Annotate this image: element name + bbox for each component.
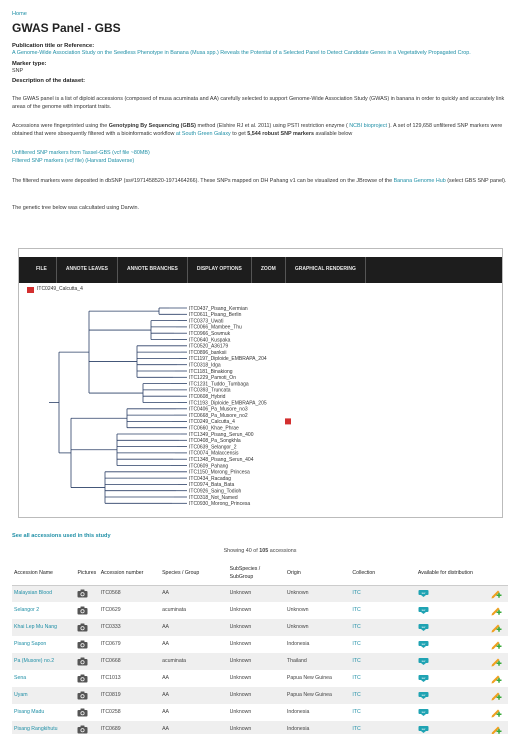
tree-leaf-label[interactable]: ITC0437_Pisang_Kermian — [189, 305, 248, 312]
collection-link[interactable]: ITC — [350, 619, 415, 636]
add-to-cart-icon[interactable] — [490, 693, 502, 699]
showing-suffix: accessions — [268, 548, 297, 554]
subspecies-group: Unknown — [228, 653, 285, 670]
camera-icon[interactable] — [77, 625, 88, 631]
tree-leaf-label[interactable]: ITC0249_Calcutta_4 — [189, 419, 235, 426]
page-title: GWAS Panel - GBS — [12, 21, 121, 35]
phylogenetic-tree[interactable] — [19, 249, 503, 518]
table-row — [12, 619, 508, 636]
collection-link[interactable]: ITC — [352, 606, 361, 613]
actions-cell[interactable] — [488, 721, 509, 734]
tree-menu-annote-branches[interactable]: ANNOTE BRANCHES — [118, 257, 188, 283]
banana-genome-hub-link[interactable]: Banana Genome Hub — [393, 178, 446, 184]
description-paragraph-1: The GWAS panel is a list of diploid accessions (composed of musa acuminata and AA) carefully selected to support Genome-Wide Association Study (GWAS) in banana in order to quickly and accurately link areas of the genome with important traits. — [12, 96, 505, 110]
distribution-cell — [416, 602, 488, 619]
table-body — [12, 585, 508, 734]
species-group: AA — [162, 708, 170, 715]
camera-icon[interactable] — [77, 693, 88, 699]
table-row — [12, 687, 508, 704]
collection-link[interactable]: ITC — [352, 674, 361, 681]
add-to-cart-icon[interactable] — [490, 676, 502, 682]
accession-name-link[interactable]: Pisang Rangkihutu — [12, 721, 75, 734]
showing-count — [0, 548, 520, 556]
distribution-cell — [416, 619, 488, 636]
accession-name-link[interactable]: Pa (Musore) no.2 — [12, 653, 75, 670]
pictures-cell[interactable] — [75, 636, 98, 653]
col-accession-name[interactable]: Accession Name — [12, 563, 75, 585]
accessions-table — [12, 563, 508, 734]
accession-name-link[interactable]: Selangor 2 — [14, 606, 40, 613]
tree-leaf-label[interactable]: ITC0668_Pa_Musore_no2 — [189, 412, 248, 419]
accession-name-link[interactable]: Pisang Sapon — [14, 640, 47, 647]
accession-name-link[interactable]: Khai Lep Mu Nang — [12, 619, 75, 636]
table-row — [12, 721, 508, 734]
tree-leaf-label[interactable]: ITC1348_Pisang_Serun_404 — [189, 457, 254, 463]
svg-text:sw: sw — [421, 607, 426, 612]
accession-name-link[interactable]: Sena — [14, 674, 27, 681]
distribution-icon — [418, 591, 429, 597]
species-group: AA — [160, 585, 228, 602]
marker-type-label: Marker type: — [12, 61, 47, 67]
distribution-icon — [418, 726, 429, 732]
distribution-cell — [416, 585, 488, 602]
pictures-cell[interactable] — [75, 687, 98, 704]
filtered-snp-link[interactable]: Filtered SNP markers (vcf file) (Harvard Dataverse) — [12, 157, 135, 164]
distribution-icon — [418, 675, 429, 681]
origin: Indonesia — [286, 708, 310, 715]
tree-leaf-label[interactable]: ITC0373_Uwati — [189, 318, 224, 325]
tree-leaf-label[interactable]: ITC0609_Pahang — [189, 463, 229, 470]
pictures-cell[interactable] — [75, 585, 98, 602]
svg-text:sw: sw — [421, 591, 426, 596]
camera-icon[interactable] — [77, 659, 88, 665]
distribution-icon — [418, 641, 429, 647]
see-all-accessions-link[interactable]: See all accessions used in this study — [12, 533, 111, 539]
table-row — [12, 670, 508, 687]
subspecies-group: Unknown — [229, 708, 252, 715]
actions-cell[interactable] — [488, 619, 509, 636]
table-row — [12, 704, 508, 721]
accession-name-link[interactable]: Malaysian Blood — [12, 585, 75, 602]
origin: Thailand — [285, 653, 350, 670]
distribution-cell — [416, 636, 488, 653]
pictures-cell[interactable] — [75, 619, 98, 636]
tree-leaf-label[interactable]: ITC1231_Tuddo_Tumbaga — [189, 381, 249, 388]
origin: Indonesia — [285, 721, 350, 734]
origin: Unknown — [285, 619, 350, 636]
description-label: Description of the dataset: — [12, 78, 86, 84]
tree-leaf-label[interactable]: ITC0930_Morong_Princesa — [189, 501, 251, 508]
marker-type-value: SNP — [12, 68, 24, 75]
breadcrumb-home[interactable]: Home — [12, 11, 27, 17]
tree-leaf-label[interactable]: ITC1150_Morong_Princesa — [189, 469, 250, 476]
accession-number: ITC0668 — [99, 653, 160, 670]
species-group: AA — [162, 640, 170, 647]
pictures-cell[interactable] — [75, 670, 98, 687]
tree-leaf-label[interactable]: ITC0660_Khae_Phrae — [189, 425, 239, 432]
text-span: available below — [313, 130, 353, 137]
distribution-icon — [418, 709, 429, 715]
subspecies-group: Unknown — [229, 640, 252, 647]
accession-number: ITC0689 — [99, 721, 160, 734]
species-group: AA — [162, 674, 170, 681]
pictures-cell[interactable] — [75, 602, 98, 619]
tree-viewer[interactable] — [18, 248, 503, 518]
text-span: The filtered markers were deposited in dbSNP (ss#1971458520-1971464266). These SNPs mapped on DH Pahang v1 can be visualized on the JBrowse of the — [12, 178, 394, 184]
text-span: Accessions were fingerprinted using the — [12, 123, 109, 129]
col-accession-number[interactable]: Accession number — [99, 563, 160, 585]
text-span: (select GBS SNP panel). — [445, 178, 507, 184]
distribution-cell — [416, 721, 488, 734]
tree-menu-display-options[interactable]: DISPLAY OPTIONS — [188, 257, 252, 283]
table-row — [12, 653, 508, 670]
accession-name-link[interactable]: Uyam — [12, 687, 75, 704]
distribution-cell — [416, 687, 488, 704]
add-to-cart-icon[interactable] — [490, 642, 502, 648]
actions-cell[interactable] — [488, 687, 509, 704]
tree-menu-zoom[interactable]: ZOOM — [252, 257, 286, 283]
tree-leaf-label[interactable]: ITC0926_Saing_Todioh — [189, 488, 242, 495]
tree-leaf-label[interactable]: ITC1349_Pisang_Serun_400 — [189, 431, 254, 438]
distribution-icon — [418, 692, 429, 698]
subspecies-group: Unknown — [229, 674, 252, 681]
camera-icon[interactable] — [77, 608, 88, 614]
description-section — [12, 77, 508, 85]
tree-leaf-label[interactable]: ITC0896_banksii — [189, 349, 227, 356]
col-collection[interactable]: Collection — [350, 563, 415, 585]
distribution-icon — [418, 624, 429, 630]
col-subspecies[interactable]: SubSpecies / SubGroup — [228, 563, 285, 585]
col-pictures: Pictures — [75, 563, 98, 585]
robust-markers-bold: 5,544 robust SNP markers — [247, 130, 314, 137]
accession-number: ITC0679 — [100, 640, 121, 647]
tree-leaf-label[interactable]: ITC0318_Not_Named — [189, 494, 238, 501]
add-to-cart-icon[interactable] — [490, 608, 502, 614]
text-span: ). A set of 129,658 unfiltered SNP markers were obtained that were sbsequently filtered with a bioinformatic workflow — [12, 123, 503, 137]
col-actions — [488, 563, 509, 585]
camera-icon[interactable] — [77, 710, 88, 716]
marker-type-section — [12, 60, 508, 76]
species-group: AA — [160, 721, 228, 734]
tree-menu-file[interactable]: FILE — [27, 257, 57, 283]
subspecies-group: Unknown — [228, 721, 285, 734]
svg-text:sw: sw — [421, 658, 426, 663]
actions-cell[interactable] — [488, 670, 509, 687]
add-to-cart-icon[interactable] — [490, 625, 502, 631]
description-paragraph-4: The genetic tree below was calcultated using Darwin. — [12, 205, 140, 211]
collection-link[interactable]: ITC — [350, 585, 415, 602]
svg-text:sw: sw — [421, 726, 426, 731]
table-header-row — [12, 563, 508, 585]
tree-leaf-label[interactable]: ITC0318_Idga — [189, 362, 221, 369]
tree-leaf-label[interactable]: ITC0408_Pa_Songkhla — [189, 438, 241, 445]
table-row — [12, 602, 508, 619]
tree-leaf-label[interactable]: ITC0520_A36179 — [189, 343, 229, 350]
south-green-galaxy-link[interactable]: at South Green Galaxy — [175, 130, 231, 137]
accession-number: ITC0568 — [99, 585, 160, 602]
accession-number: ITC1013 — [100, 674, 121, 681]
subspecies-group: Unknown — [228, 687, 285, 704]
actions-cell[interactable] — [488, 704, 509, 721]
species-group: acuminata — [160, 653, 228, 670]
svg-text:sw: sw — [421, 692, 426, 697]
species-group: acuminata — [162, 606, 187, 613]
gbs-method-bold: Genotyping By Sequencing (GBS) — [108, 123, 196, 129]
tree-leaf-label[interactable]: ITC0966_Sowmuk — [189, 331, 231, 337]
accession-number: ITC0258 — [100, 708, 121, 715]
add-to-cart-icon[interactable] — [490, 591, 502, 597]
svg-text:sw: sw — [421, 675, 426, 680]
distribution-cell — [416, 704, 488, 721]
tree-leaf-label[interactable]: ITC0434_Racadag — [189, 475, 231, 482]
text-span: method (Elshire RJ et al. 2011) using PSTI restriction enzyme ( — [195, 123, 350, 129]
species-group: AA — [160, 619, 228, 636]
col-species[interactable]: Species / Group — [160, 563, 228, 585]
collection-link[interactable]: ITC — [350, 687, 415, 704]
ncbi-bioproject-link[interactable]: NCBI bioproject — [349, 123, 388, 129]
download-links — [12, 150, 508, 166]
table-row — [12, 585, 508, 602]
text-span: to get — [230, 130, 248, 137]
collection-link[interactable]: ITC — [352, 640, 361, 647]
svg-text:sw: sw — [421, 709, 426, 714]
camera-icon[interactable] — [77, 642, 88, 648]
accession-name-link[interactable]: Pisang Madu — [14, 708, 45, 715]
distribution-icon — [418, 658, 429, 664]
tree-leaf-label[interactable]: ITC0611_Pisang_Berlin — [189, 312, 242, 319]
publication-link[interactable]: A Genome-Wide Association Study on the Seedless Phenotype in Banana (Musa spp.) Reveals the Potential of a Selected Panel to Detect Candidate Genes in a Vegetatively Propagated Crop. — [12, 50, 471, 57]
actions-cell[interactable] — [488, 653, 509, 670]
origin: Papua New Guinea — [285, 687, 350, 704]
camera-icon[interactable] — [77, 727, 88, 733]
subspecies-group: Unknown — [228, 619, 285, 636]
origin: Unknown — [286, 606, 309, 613]
add-to-cart-icon[interactable] — [490, 727, 502, 733]
pictures-cell[interactable] — [75, 653, 98, 670]
pictures-cell[interactable] — [75, 721, 98, 734]
svg-text:sw: sw — [421, 624, 426, 629]
svg-text:sw: sw — [421, 641, 426, 646]
publication-section — [12, 42, 508, 58]
actions-cell[interactable] — [488, 585, 509, 602]
collection-link[interactable]: ITC — [352, 708, 361, 715]
tree-leaf-label[interactable]: ITC0974_Bata_Bata — [189, 482, 235, 489]
col-available: Available for distribution — [416, 563, 488, 585]
unfiltered-snp-link[interactable]: Unfiltered SNP markers from Tassel-GBS (vcf file ~80MB) — [12, 150, 150, 156]
showing-prefix: Showing 40 of — [223, 548, 260, 554]
tree-leaf-label[interactable]: ITC0074_Malaccensis — [189, 450, 239, 457]
tree-leaf-label[interactable]: ITC0639_Selangor_2 — [189, 444, 237, 451]
collection-link[interactable]: ITC — [350, 653, 415, 670]
tree-leaf-label[interactable]: ITC0608_Hybrid — [189, 394, 226, 400]
distribution-icon — [418, 607, 429, 613]
tree-leaf-label[interactable]: ITC1193_Diploide_EMBRAPA_205 — [189, 400, 267, 407]
origin: Indonesia — [286, 640, 310, 647]
tree-menu-graphical-rendering[interactable]: GRAPHICAL RENDERING — [286, 257, 366, 283]
tree-leaf-label[interactable]: ITC0066_Mambee_Thu — [189, 324, 242, 331]
distribution-cell — [416, 653, 488, 670]
origin: Papua New Guinea — [286, 674, 332, 681]
subspecies-group: Unknown — [229, 606, 252, 613]
camera-icon[interactable] — [77, 591, 88, 597]
showing-total: 105 — [259, 548, 269, 554]
tree-leaf-label[interactable]: ITC0406_Pa_Musore_no3 — [189, 406, 248, 413]
tree-leaf-label[interactable]: ITC1181_Binakiong — [189, 368, 233, 375]
description-paragraph-2 — [12, 123, 508, 139]
actions-cell[interactable] — [488, 602, 509, 619]
tree-leaf-label[interactable]: ITC0393_Truncata — [189, 387, 231, 394]
tree-leaf-label[interactable]: ITC1197_Diploide_EMBRAPA_204 — [189, 356, 267, 363]
tree-leaf-label[interactable]: ITC1229_Pamoti_On — [189, 375, 236, 382]
subspecies-group: Unknown — [228, 585, 285, 602]
legend-label: ITC0249_Calcutta_4 — [37, 286, 83, 292]
tree-menu-annote-leaves[interactable]: ANNOTE LEAVES — [57, 257, 118, 283]
add-to-cart-icon[interactable] — [490, 710, 502, 716]
collection-link[interactable]: ITC — [350, 721, 415, 734]
highlight-marker — [285, 418, 291, 424]
accession-number: ITC0333 — [99, 619, 160, 636]
col-origin[interactable]: Origin — [285, 563, 350, 585]
origin: Unknown — [285, 585, 350, 602]
accession-number: ITC0819 — [99, 687, 160, 704]
add-to-cart-icon[interactable] — [490, 659, 502, 665]
tree-leaf-label[interactable]: ITC0640_Kuspaka — [189, 337, 231, 344]
accession-number: ITC0629 — [100, 606, 121, 613]
camera-icon[interactable] — [77, 676, 88, 682]
publication-label: Publication title or Reference: — [12, 43, 95, 49]
actions-cell[interactable] — [488, 636, 509, 653]
pictures-cell[interactable] — [75, 704, 98, 721]
distribution-cell — [416, 670, 488, 687]
table-row — [12, 636, 508, 653]
description-paragraph-3 — [12, 178, 508, 186]
species-group: AA — [160, 687, 228, 704]
